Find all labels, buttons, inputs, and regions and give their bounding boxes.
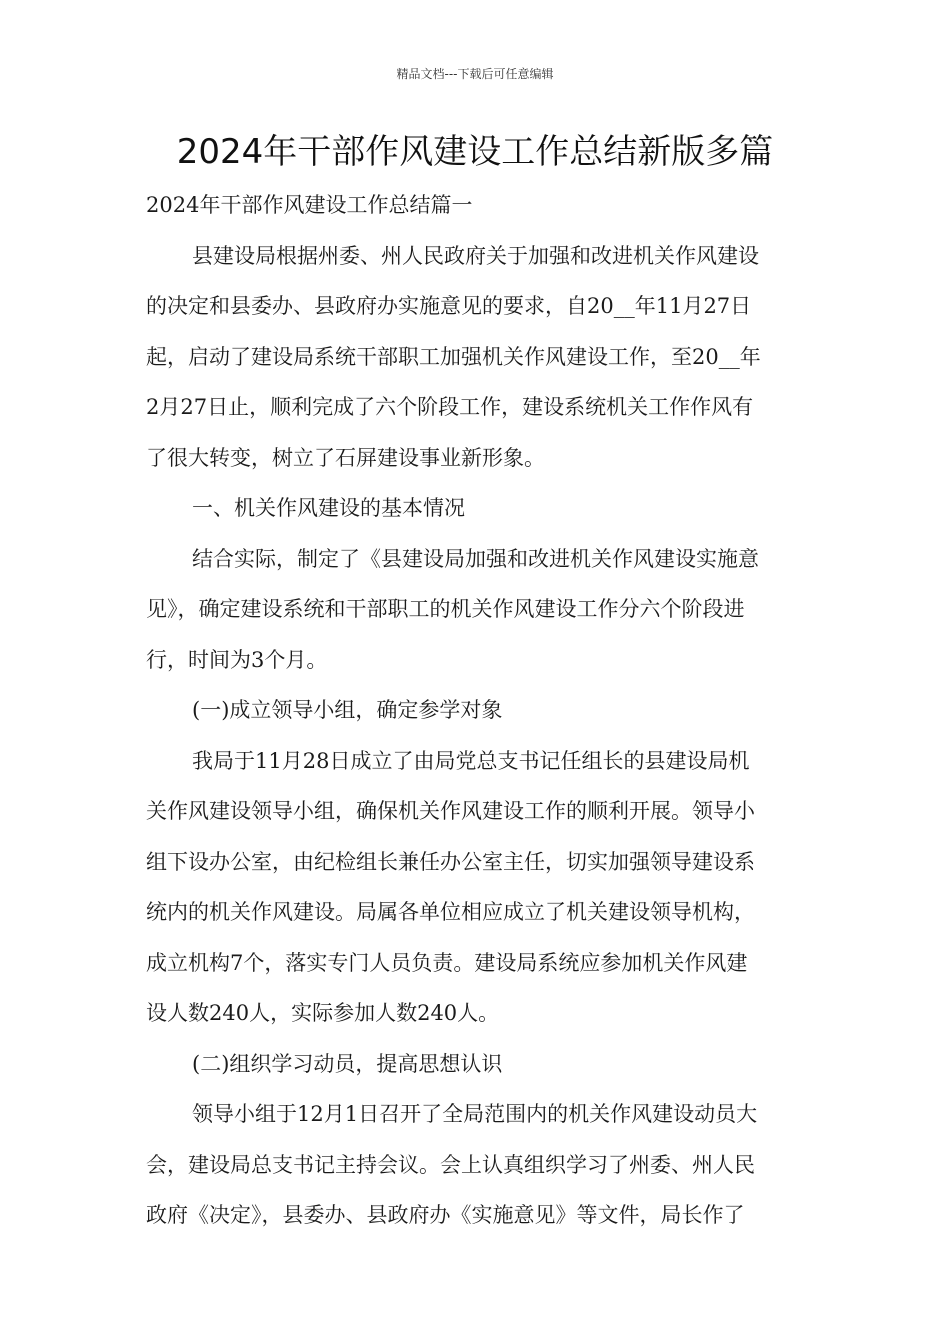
paragraph-line: 见》，确定建设系统和干部职工的机关作风建设工作分六个阶段进 (146, 597, 745, 621)
subsection-heading: (一)成立领导小组，确定参学对象 (192, 698, 503, 722)
paragraph-line: 我局于11月28日成立了由局党总支书记任组长的县建设局机 (192, 748, 750, 773)
paragraph-line: 2月27日止，顺利完成了六个阶段工作，建设系统机关工作作风有 (146, 395, 754, 419)
paragraph-line: 关作风建设领导小组，确保机关作风建设工作的顺利开展。领导小 (146, 799, 755, 823)
section-subtitle: 2024年干部作风建设工作总结篇一 (146, 193, 473, 217)
paragraph-line: 起，启动了建设局系统干部职工加强机关作风建设工作，至20__年 (146, 344, 761, 369)
paragraph-line: 行，时间为3个月。 (146, 647, 328, 672)
section-heading: 一、机关作风建设的基本情况 (192, 496, 465, 520)
paragraph-line: 组下设办公室，由纪检组长兼任办公室主任，切实加强领导建设系 (146, 849, 755, 874)
header-note: 精品文档---下载后可任意编辑 (396, 67, 554, 81)
subsection-heading: (二)组织学习动员，提高思想认识 (192, 1051, 503, 1076)
paragraph-line: 领导小组于12月1日召开了全局范围内的机关作风建设动员大 (192, 1102, 758, 1126)
document-body (146, 180, 806, 1241)
paragraph-line: 统内的机关作风建设。局属各单位相应成立了机关建设领导机构， (146, 900, 755, 924)
document-title: 2024年干部作风建设工作总结新版多篇 (176, 132, 774, 172)
paragraph-line: 了很大转变，树立了石屏建设事业新形象。 (146, 445, 545, 470)
paragraph-line: 结合实际，制定了《县建设局加强和改进机关作风建设实施意 (192, 546, 759, 571)
paragraph-line: 县建设局根据州委、州人民政府关于加强和改进机关作风建设 (192, 243, 759, 268)
paragraph-line: 成立机构7个，落实专门人员负责。建设局系统应参加机关作风建 (146, 950, 748, 975)
paragraph-line: 政府《决定》，县委办、县政府办《实施意见》等文件，局长作了 (146, 1203, 745, 1227)
paragraph-line: 的决定和县委办、县政府办实施意见的要求，自20__年11月27日 (146, 294, 752, 318)
paragraph-line: 设人数240人，实际参加人数240人。 (146, 1001, 500, 1025)
paragraph-line: 会，建设局总支书记主持会议。会上认真组织学习了州委、州人民 (146, 1152, 755, 1177)
